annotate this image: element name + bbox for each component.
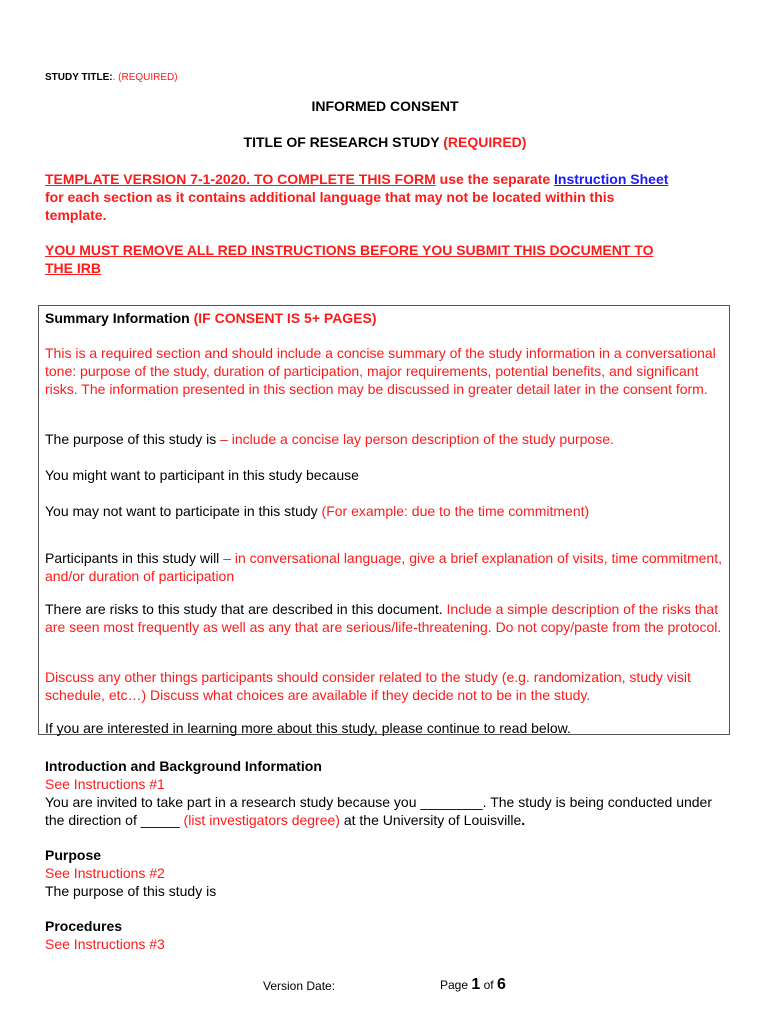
purpose-heading: Purpose: [45, 847, 102, 863]
remove-line-2: THE IRB: [45, 260, 101, 276]
procedures-heading: Procedures: [45, 918, 123, 934]
summary-heading-text: Summary Information: [45, 310, 194, 326]
template-use-separate: use the separate: [435, 171, 555, 187]
summary-may-not-text: You may not want to participate in this study: [45, 503, 322, 519]
summary-might-want: You might want to participant in this study because: [45, 467, 359, 483]
introduction-heading: Introduction and Background Information: [45, 758, 322, 774]
procedures-section: [45, 917, 725, 953]
summary-may-not-example: (For example: due to the time commitment): [321, 503, 590, 519]
summary-discuss-note: Discuss any other things participants should consider related to the study (e.g. randomization, study visit schedule, etc…) Discuss what choices are available if they decide not to be in the study.: [45, 669, 691, 703]
template-version-text: TEMPLATE VERSION 7-1-2020. TO COMPLETE THIS FORM: [45, 171, 436, 187]
study-title-required: . (REQUIRED): [112, 72, 178, 83]
informed-consent-heading: INFORMED CONSENT: [311, 98, 459, 114]
introduction-section: [45, 757, 725, 829]
summary-required-note: This is a required section and should include a concise summary of the study information in a conversational tone: purpose of the study, duration of participation, major requirements, potential benefits, and significant risks. The information presented in this section may be discussed in greater detail later in the consent form.: [45, 345, 716, 397]
summary-purpose: [45, 430, 725, 448]
template-line-3: template.: [45, 207, 107, 223]
summary-interested: If you are interested in learning more about this study, please continue to read below.: [45, 720, 571, 736]
procedures-see-instructions: See Instructions #3: [45, 936, 165, 952]
footer-page-indicator: [440, 976, 506, 994]
summary-participants: [45, 549, 725, 585]
footer-page-number: 1: [471, 976, 481, 993]
summary-risks-instruction: Include a simple description of the risks that are seen most frequently as well as any that are serious/life-threatening. Do not copy/paste from the protocol.: [45, 601, 722, 635]
summary-participants-text: Participants in this study will: [45, 550, 224, 566]
footer-page-total: 6: [496, 976, 506, 993]
summary-may-not-want: [45, 502, 725, 520]
research-title-text: TITLE OF RESEARCH STUDY: [243, 134, 444, 150]
remove-red-instructions-note: [45, 241, 735, 277]
introduction-period: .: [521, 812, 526, 828]
purpose-see-instructions: See Instructions #2: [45, 865, 165, 881]
study-title-text: STUDY TITLE:: [45, 72, 113, 83]
summary-participants-instruction: – in conversational language, give a brief explanation of visits, time commitment, and/or duration of participation: [45, 550, 722, 584]
remove-line-1: YOU MUST REMOVE ALL RED INSTRUCTIONS BEFORE YOU SUBMIT THIS DOCUMENT TO: [45, 242, 654, 258]
introduction-text-a: You are invited to take part in a research study because you ________. The study is being conducted under the direction of _____: [45, 794, 713, 828]
study-title-label: [45, 72, 178, 83]
template-instructions: [45, 170, 735, 224]
footer-of-label: of: [480, 978, 497, 992]
summary-risks: [45, 600, 725, 636]
template-line-2: for each section as it contains additional language that may not be located within this: [45, 189, 615, 205]
summary-heading: [45, 309, 725, 327]
introduction-text: [45, 793, 725, 829]
summary-purpose-instruction: – include a concise lay person description of the study purpose.: [220, 431, 614, 447]
footer-version-date: Version Date:: [263, 979, 336, 993]
summary-risks-text: There are risks to this study that are described in this document.: [45, 601, 447, 617]
introduction-text-b: at the University of Louisville: [339, 812, 522, 828]
introduction-see-instructions: See Instructions #1: [45, 776, 165, 792]
summary-heading-note: (IF CONSENT IS 5+ PAGES): [193, 310, 377, 326]
introduction-degree-note: (list investigators degree): [183, 812, 340, 828]
research-title-heading: [0, 134, 770, 150]
research-title-required: (REQUIRED): [443, 134, 527, 150]
footer-page-label: Page: [440, 978, 472, 992]
instruction-sheet-link[interactable]: Instruction Sheet: [554, 171, 669, 187]
purpose-text: The purpose of this study is: [45, 883, 217, 899]
purpose-section: [45, 846, 725, 900]
summary-purpose-text: The purpose of this study is: [45, 431, 221, 447]
